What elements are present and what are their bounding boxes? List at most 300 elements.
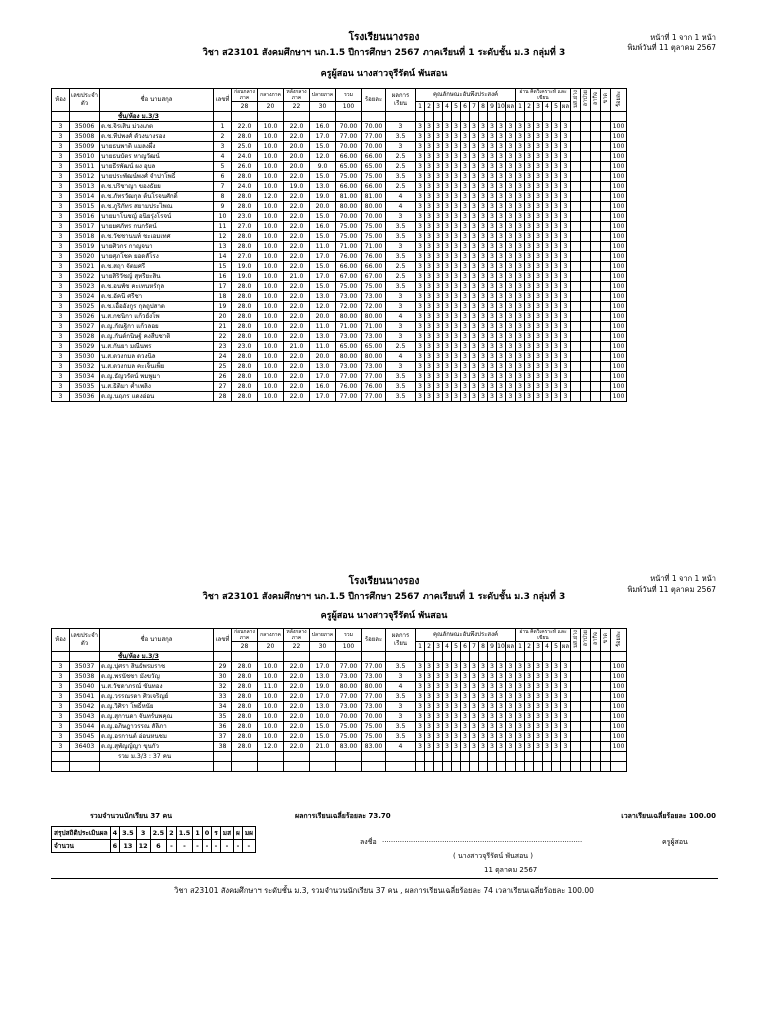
score-before-mid: 28.0 [232, 362, 258, 372]
read-score: 3 [516, 742, 525, 752]
room: 3 [52, 262, 70, 272]
char-score: 3 [443, 322, 452, 332]
char-score: 3 [452, 712, 461, 722]
read-score: 3 [534, 242, 543, 252]
blank [591, 762, 601, 772]
score-total: 75.00 [336, 282, 362, 292]
char-score: 3 [434, 342, 443, 352]
read-result: 3 [561, 682, 571, 692]
char-score: 3 [488, 242, 497, 252]
attendance-cell [571, 742, 581, 752]
grade-table-page2 [51, 628, 627, 772]
read-score: 3 [525, 242, 534, 252]
score-final: 17.0 [310, 132, 336, 142]
attendance-cell [591, 132, 601, 142]
score-after-mid: 22.0 [284, 382, 310, 392]
read-score: 3 [534, 372, 543, 382]
table-row [52, 242, 627, 252]
attendance-cell [591, 302, 601, 312]
read-score: 3 [543, 132, 552, 142]
score-before-mid: 28.0 [232, 322, 258, 332]
blank [611, 762, 627, 772]
student-name: นายธนบัตร หาญวัฒน์ [100, 152, 214, 162]
student-name: ด.ช.อนพัช คะเทนหร์กุล [100, 282, 214, 292]
attendance-cell [571, 312, 581, 322]
attendance-cell [601, 702, 611, 712]
read-num-2: 2 [525, 642, 534, 652]
read-score: 3 [552, 192, 561, 202]
blank [52, 752, 70, 762]
score-after-mid: 22.0 [284, 732, 310, 742]
score-mid: 10.0 [258, 722, 284, 732]
table-row [52, 252, 627, 262]
attendance-cell [601, 332, 611, 342]
blank [70, 752, 100, 762]
student-name: ด.ญ.วิศิรา โพธิ์หนัย [100, 702, 214, 712]
read-score: 3 [543, 672, 552, 682]
score-before-mid: 28.0 [232, 242, 258, 252]
read-score: 3 [543, 682, 552, 692]
char-score: 3 [479, 682, 488, 692]
read-result: 3 [561, 252, 571, 262]
char-result: 3 [506, 272, 516, 282]
char-score: 3 [497, 132, 506, 142]
score-before-mid: 28.0 [232, 332, 258, 342]
score-final: 13.0 [310, 182, 336, 192]
attendance-percent: 100 [611, 242, 627, 252]
seat-no: 22 [214, 332, 232, 342]
char-score: 3 [470, 372, 479, 382]
char-score: 3 [443, 732, 452, 742]
student-id: 35029 [70, 342, 100, 352]
attendance-percent: 100 [611, 172, 627, 182]
score-before-mid: 28.0 [232, 232, 258, 242]
char-score: 3 [470, 682, 479, 692]
col-khat [601, 89, 611, 112]
score-after-mid: 22.0 [284, 232, 310, 242]
stats-table [51, 826, 256, 853]
char-score: 3 [425, 322, 434, 332]
room: 3 [52, 362, 70, 372]
attendance-cell [581, 152, 591, 162]
room: 3 [52, 182, 70, 192]
stat-grade: ร [212, 827, 221, 840]
col-lamp [581, 89, 591, 112]
char-score: 3 [497, 262, 506, 272]
score-percent: 70.00 [362, 142, 386, 152]
char-score: 3 [479, 362, 488, 372]
attendance-percent: 100 [611, 162, 627, 172]
blank [443, 762, 452, 772]
attendance-cell [601, 122, 611, 132]
col-id: เลขประจำตัว [70, 89, 100, 112]
read-result: 3 [561, 672, 571, 682]
score-mid: 10.0 [258, 292, 284, 302]
char-score: 3 [488, 152, 497, 162]
char-result: 3 [506, 742, 516, 752]
blank [470, 752, 479, 762]
read-score: 3 [552, 712, 561, 722]
score-final: 19.0 [310, 682, 336, 692]
char-score: 3 [470, 672, 479, 682]
char-score: 3 [470, 212, 479, 222]
char-score: 3 [416, 722, 425, 732]
student-id: 35045 [70, 732, 100, 742]
char-result: 3 [506, 722, 516, 732]
seat-no: 15 [214, 262, 232, 272]
blank [497, 652, 506, 662]
attendance-cell [571, 702, 581, 712]
char-score: 3 [488, 332, 497, 342]
read-score: 3 [552, 212, 561, 222]
score-before-mid: 28.0 [232, 172, 258, 182]
print-date: พิมพ์วันที่ 11 ตุลาคม 2567 [627, 43, 716, 52]
score-after-mid: 22.0 [284, 712, 310, 722]
seat-no: 11 [214, 222, 232, 232]
char-score: 3 [479, 212, 488, 222]
score-final: 13.0 [310, 702, 336, 712]
room: 3 [52, 722, 70, 732]
read-score: 3 [552, 742, 561, 752]
blank [425, 752, 434, 762]
score-mid: 10.0 [258, 182, 284, 192]
score-percent: 75.00 [362, 282, 386, 292]
read-score: 3 [534, 252, 543, 262]
col-lamp-label: ลาป่วย [582, 630, 589, 647]
table-row [52, 142, 627, 152]
attendance-cell [591, 122, 601, 132]
char-score: 3 [488, 302, 497, 312]
grade-table-page1 [51, 88, 627, 402]
char-score: 3 [461, 362, 470, 372]
read-result: 3 [561, 142, 571, 152]
score-mid: 12.0 [258, 742, 284, 752]
table-row [52, 732, 627, 742]
room: 3 [52, 222, 70, 232]
char-score: 3 [434, 142, 443, 152]
seat-no: 21 [214, 322, 232, 332]
char-result: 3 [506, 682, 516, 692]
col-mas-label: มส.ย่าง [572, 89, 579, 108]
stats-label: สรุปสถิติประเมินผล [52, 827, 111, 840]
attendance-cell [571, 302, 581, 312]
attendance-cell [591, 322, 601, 332]
char-score: 3 [452, 162, 461, 172]
table-row [52, 212, 627, 222]
grade: 4 [386, 192, 416, 202]
attendance-cell [581, 372, 591, 382]
char-score: 3 [497, 282, 506, 292]
grade: 2.5 [386, 162, 416, 172]
room: 3 [52, 692, 70, 702]
score-mid: 10.0 [258, 702, 284, 712]
char-score: 3 [443, 302, 452, 312]
char-result: 3 [506, 662, 516, 672]
attendance-cell [571, 262, 581, 272]
char-score: 3 [452, 322, 461, 332]
col-char: คุณลักษณะอันพึงประสงค์ [416, 89, 516, 102]
score-before-mid: 22.0 [232, 122, 258, 132]
read-score: 3 [525, 202, 534, 212]
char-score: 3 [434, 262, 443, 272]
blank [516, 112, 525, 122]
char-score: 3 [443, 372, 452, 382]
attendance-cell [601, 692, 611, 702]
read-result: 3 [561, 292, 571, 302]
char-score: 3 [443, 342, 452, 352]
char-score: 3 [416, 202, 425, 212]
attendance-cell [581, 142, 591, 152]
char-score: 3 [425, 722, 434, 732]
score-percent: 70.00 [362, 122, 386, 132]
score-mid: 10.0 [258, 662, 284, 672]
blank [506, 752, 516, 762]
score-mid: 10.0 [258, 382, 284, 392]
char-score: 3 [470, 662, 479, 672]
attendance-cell [591, 712, 601, 722]
char-score: 3 [443, 172, 452, 182]
score-mid: 10.0 [258, 122, 284, 132]
char-score: 3 [461, 272, 470, 282]
score-final: 13.0 [310, 332, 336, 342]
seat-no: 24 [214, 352, 232, 362]
grade: 3 [386, 242, 416, 252]
attendance-cell [581, 212, 591, 222]
student-name: นายธีรพัฒน์ ผง อุบล [100, 162, 214, 172]
grade: 3.5 [386, 392, 416, 402]
char-score: 3 [497, 152, 506, 162]
char-score: 3 [488, 182, 497, 192]
read-score: 3 [552, 292, 561, 302]
attendance-cell [571, 132, 581, 142]
score-final: 15.0 [310, 282, 336, 292]
attendance-cell [571, 682, 581, 692]
attendance-cell [601, 292, 611, 302]
read-score: 3 [543, 182, 552, 192]
attendance-cell [581, 732, 591, 742]
read-result: 3 [561, 342, 571, 352]
score-final: 12.0 [310, 152, 336, 162]
score-before-mid: 27.0 [232, 222, 258, 232]
student-name: ด.ช.ทีปพงศ์ ตัวงนางรอง [100, 132, 214, 142]
score-after-mid: 22.0 [284, 252, 310, 262]
score-after-mid: 22.0 [284, 362, 310, 372]
stat-grade: 2 [167, 827, 177, 840]
read-score: 3 [525, 282, 534, 292]
student-id: 35037 [70, 662, 100, 672]
attendance-cell [591, 382, 601, 392]
score-mid: 10.0 [258, 362, 284, 372]
char-score: 3 [425, 202, 434, 212]
attendance-percent: 100 [611, 362, 627, 372]
score-final: 15.0 [310, 262, 336, 272]
grade: 2.5 [386, 342, 416, 352]
char-score: 3 [461, 252, 470, 262]
char-score: 3 [425, 122, 434, 132]
char-score: 3 [461, 662, 470, 672]
char-score: 3 [488, 142, 497, 152]
char-score: 3 [461, 202, 470, 212]
char-score: 3 [461, 122, 470, 132]
read-result: 3 [561, 352, 571, 362]
table-row [52, 172, 627, 182]
char-score: 3 [479, 702, 488, 712]
char-score: 3 [425, 262, 434, 272]
read-score: 3 [534, 382, 543, 392]
char-score: 3 [479, 352, 488, 362]
col-rd [611, 629, 627, 652]
char-score: 3 [425, 672, 434, 682]
school-name: โรงเรียนนางรอง [348, 32, 420, 43]
student-name: ด.ช.เอื้ออังกูร กุลถูปสาด [100, 302, 214, 312]
room: 3 [52, 242, 70, 252]
score-total: 66.00 [336, 182, 362, 192]
attendance-cell [581, 362, 591, 372]
char-score: 3 [443, 242, 452, 252]
char-score: 3 [497, 672, 506, 682]
room: 3 [52, 252, 70, 262]
col-lamp-label: ลาป่วย [582, 90, 589, 107]
char-result: 3 [506, 352, 516, 362]
char-result: 3 [506, 702, 516, 712]
char-score: 3 [470, 742, 479, 752]
attendance-cell [581, 252, 591, 262]
read-score: 3 [534, 312, 543, 322]
char-score: 3 [488, 222, 497, 232]
read-score: 3 [552, 702, 561, 712]
attendance-cell [581, 332, 591, 342]
score-percent: 75.00 [362, 222, 386, 232]
score-after-mid: 22.0 [284, 692, 310, 702]
char-score: 3 [470, 382, 479, 392]
score-total: 75.00 [336, 722, 362, 732]
max-score-1: 20 [258, 102, 284, 112]
attendance-cell [601, 662, 611, 672]
seat-no: 1 [214, 122, 232, 132]
stat-count: - [242, 840, 255, 853]
col-room: ห้อง [52, 629, 70, 652]
student-name: ด.ญ.อรกานต์ อ่อนหนชม [100, 732, 214, 742]
char-score: 3 [470, 712, 479, 722]
blank [525, 112, 534, 122]
score-percent: 77.00 [362, 372, 386, 382]
score-before-mid: 28.0 [232, 682, 258, 692]
score-after-mid: 20.0 [284, 152, 310, 162]
section-label: ชั้น/ห้อง ม.3/3 [100, 112, 214, 122]
seat-no: 29 [214, 662, 232, 672]
blank [571, 652, 581, 662]
char-score: 3 [470, 362, 479, 372]
char-score: 3 [443, 662, 452, 672]
room: 3 [52, 272, 70, 282]
score-total: 77.00 [336, 392, 362, 402]
score-percent: 65.00 [362, 342, 386, 352]
room: 3 [52, 152, 70, 162]
char-num-2: 2 [425, 102, 434, 112]
score-before-mid: 28.0 [232, 702, 258, 712]
score-percent: 80.00 [362, 682, 386, 692]
read-score: 3 [516, 182, 525, 192]
read-result: 3 [561, 222, 571, 232]
score-after-mid: 22.0 [284, 172, 310, 182]
seat-no: 20 [214, 312, 232, 322]
blank [571, 112, 581, 122]
char-score: 3 [425, 742, 434, 752]
attendance-cell [571, 372, 581, 382]
read-score: 3 [534, 172, 543, 182]
score-total: 73.00 [336, 332, 362, 342]
blank [443, 652, 452, 662]
read-score: 3 [516, 692, 525, 702]
attendance-cell [601, 342, 611, 352]
blank [591, 112, 601, 122]
char-score: 3 [497, 352, 506, 362]
blank [534, 762, 543, 772]
table-row [52, 282, 627, 292]
col-result: ผลการเรียน [386, 89, 416, 112]
blank [434, 652, 443, 662]
char-score: 3 [425, 162, 434, 172]
grade: 3.5 [386, 382, 416, 392]
score-percent: 66.00 [362, 262, 386, 272]
char-score: 3 [452, 142, 461, 152]
student-id: 35022 [70, 272, 100, 282]
char-score: 3 [479, 672, 488, 682]
score-final: 19.0 [310, 192, 336, 202]
attendance-percent: 100 [611, 352, 627, 362]
read-score: 3 [534, 722, 543, 732]
score-total: 70.00 [336, 122, 362, 132]
read-score: 3 [525, 392, 534, 402]
char-score: 3 [461, 162, 470, 172]
table-row [52, 382, 627, 392]
blank [611, 752, 627, 762]
score-mid: 10.0 [258, 302, 284, 312]
char-score: 3 [488, 282, 497, 292]
char-score: 3 [416, 702, 425, 712]
blank [497, 762, 506, 772]
read-num-3: 3 [534, 102, 543, 112]
seat-no: 32 [214, 682, 232, 692]
stat-grade: 3.5 [120, 827, 137, 840]
student-name: ด.ช.ภัทรวัฒกุล ต้นโรจนศักดิ์ [100, 192, 214, 202]
read-score: 3 [516, 152, 525, 162]
blank [416, 762, 425, 772]
char-score: 3 [434, 702, 443, 712]
char-score: 3 [488, 262, 497, 272]
seat-no: 9 [214, 202, 232, 212]
read-score: 3 [525, 142, 534, 152]
char-score: 3 [416, 152, 425, 162]
blank [552, 652, 561, 662]
score-final: 13.0 [310, 362, 336, 372]
attendance-cell [591, 742, 601, 752]
char-score: 3 [497, 272, 506, 282]
char-score: 3 [461, 372, 470, 382]
student-name: นายประพัฒน์พงศ์ จำปาโพธิ์ [100, 172, 214, 182]
char-num-3: 3 [434, 102, 443, 112]
char-score: 3 [416, 372, 425, 382]
blank [543, 752, 552, 762]
attendance-cell [571, 212, 581, 222]
table-row [52, 162, 627, 172]
read-num-1: 1 [516, 642, 525, 652]
read-score: 3 [552, 362, 561, 372]
score-before-mid: 28.0 [232, 692, 258, 702]
char-score: 3 [488, 172, 497, 182]
score-before-mid: 28.0 [232, 282, 258, 292]
blank [561, 112, 571, 122]
